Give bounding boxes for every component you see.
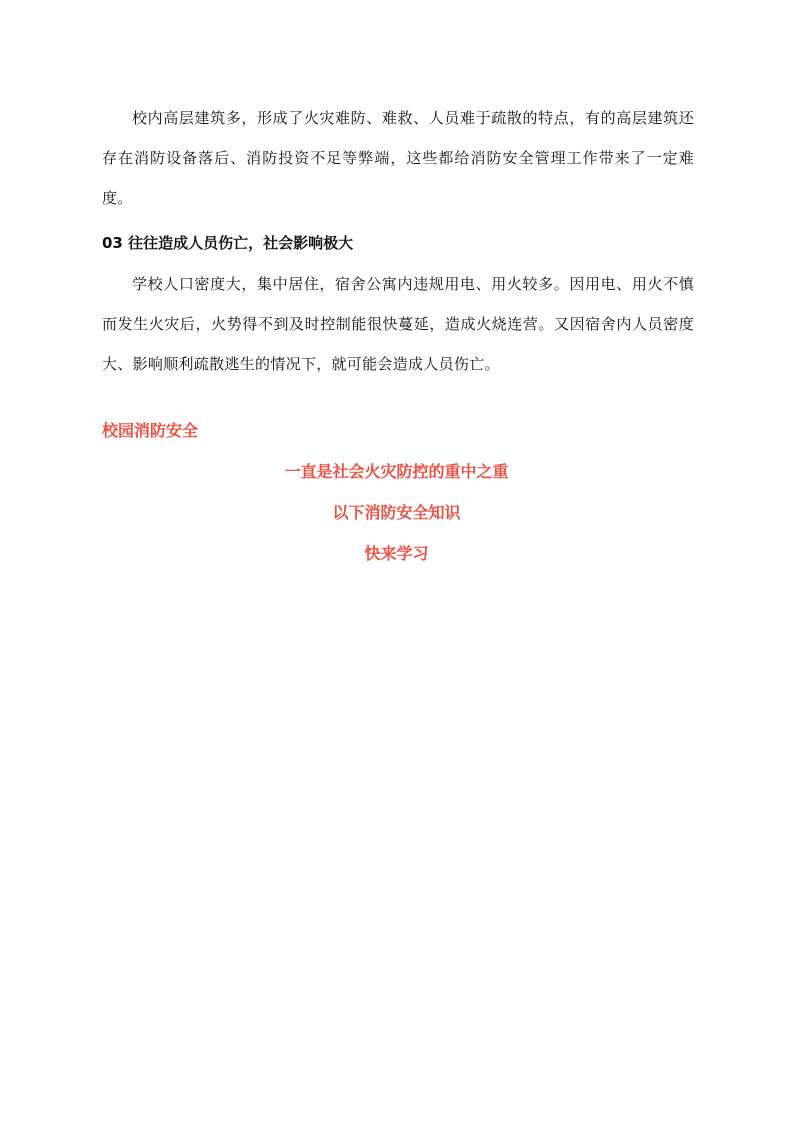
highlight-line-learn: 快来学习 bbox=[364, 544, 429, 563]
highlight-line-priority: 一直是社会火灾防控的重中之重 bbox=[284, 462, 509, 481]
body-paragraph-high-rise: 校内高层建筑多，形成了火灾难防、难救、人员难于疏散的特点，有的高层建筑还存在消防设备落后、消防投资不足等弊端，这些都给消防安全管理工作带来了一定难度。 bbox=[102, 109, 694, 207]
highlight-line-knowledge: 以下消防安全知识 bbox=[332, 503, 461, 522]
body-paragraph-dormitory: 学校人口密度大，集中居住，宿舍公寓内违规用电、用火较多。因用电、用火不慎而发生火灾后，火势得不到及时控制能很快蔓延，造成火烧连营。又因宿舍内人员密度大、影响顺利疏散逃生的情况下，就可能会造成人员伤亡。 bbox=[102, 275, 694, 373]
section-heading-casualties: 03 往往造成人员伤亡，社会影响极大 bbox=[102, 234, 354, 252]
highlight-title: 校园消防安全 bbox=[102, 421, 199, 440]
